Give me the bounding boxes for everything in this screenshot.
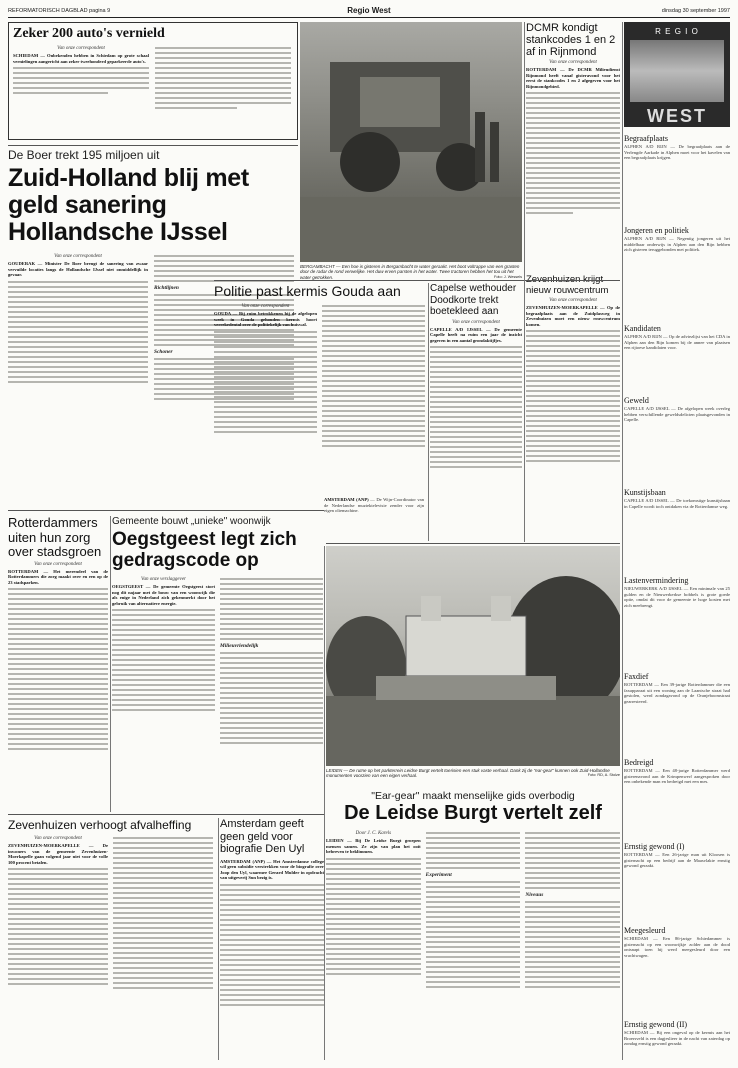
brief-text: ALPHEN A/D RIJN — Op de adviezlijst van het CDA in Alphen aan den Rijn komen bij de annee van plaatsen een rijtoese kandidaten voor. <box>624 334 730 351</box>
subhead-niveaus: Niveaus <box>525 892 544 898</box>
header-section: Regio West <box>347 6 391 15</box>
byline: Van onze correspondent <box>452 319 500 325</box>
brief-bedreigd <box>624 758 730 838</box>
lead-paragraph: LEIDEN — Bij De Leidse Burgt groepen mensen samen. Ze zijn van plan het ooit bebreven te beklimmen. <box>326 838 421 855</box>
brief-kandidaten <box>624 324 730 392</box>
subhead-schoner: Schoner <box>154 349 173 355</box>
sidebar-news-briefs <box>624 130 730 1060</box>
divider <box>214 280 620 281</box>
byline: Van onze verslaggever <box>141 577 186 582</box>
divider <box>218 818 219 1060</box>
divider <box>428 283 429 541</box>
logo-bottom: WEST <box>647 106 707 126</box>
brief-text: NIEUWERKERK A/D IJSSEL — Een minimale van 25 gulden en de Nieuwerkerkse bobbels is grote goede optie, omdat dit voor de gemeente te hoge kosten met zich meebrengt. <box>624 586 730 608</box>
caption-text: LEIDEN — De ruïne op het parkterrein Leidse Burgt vertelt toerisien een stuk vaste verhaal. Dank zij de "ear-gear" kunnen ook Zuid-Hollandse monumenten voorzien van een eigen verhaal. <box>326 768 610 779</box>
lead-paragraph: CAPELLE A/D IJSSEL — De gemeente Capelle heeft na ruim een jaar de inzicht gegeven in een aantal grondaktijfjes. <box>430 326 522 343</box>
brief-text: CAPELLE A/D IJSSEL — De toekomstige kunstijsbaan in Capelle wordt toch ontdaken via de Rotterdamse weg. <box>624 498 730 509</box>
brief-title: Kunstijsbaan <box>624 488 666 497</box>
subhead-experiment: Experiment <box>425 872 452 878</box>
brief-text: ROTTERDAM — Een 48-jarige Rotterdammer werd gisterenavond aan de Krimpenwerf aangesproken door een onbekende man en bedreigd met een mes. <box>624 768 730 785</box>
lead-paragraph: AMSTERDAM (ANP) — Het Amsterdamse college wil geen subsidie verstrekken voor de biografie over Joop den Uyl, waarmee Gerard Mulder in opdracht van uitgeverij Sun bezig is. <box>220 858 324 881</box>
brief-begraafplaats <box>624 134 730 222</box>
article-oegstgeest <box>112 516 324 812</box>
brief-text: De Wijn-Coordinator van de Nederlandse muziektelevisie zender voor zijn eigen oliemachine. <box>324 497 424 514</box>
byline: Van onze correspondent <box>54 254 102 259</box>
article-title: Zeker 200 auto's vernield <box>13 26 165 41</box>
brief-title: Jongeren en politiek <box>624 226 689 235</box>
article-capelse <box>430 283 522 545</box>
brief-lastenvermindering <box>624 576 730 668</box>
byline: Door J. C. Karels <box>355 831 392 836</box>
brief-title: Faxdief <box>624 672 649 681</box>
header-left: REFORMATORISCH DAGBLAD pagina 9 <box>8 8 111 14</box>
article-amsterdam-kort: AMSTERDAM (ANP) — De Wijn-Coordinator van de Nederlandse muziektelevisie zender voor zijn eigen oliemachine. <box>324 497 424 514</box>
lead-paragraph: ROTTERDAM — Het merendeel van de Rotterdammers die zorg maakt over en een op de 23 stadsparken. <box>8 568 108 585</box>
lead-paragraph: ZEVENHUIZEN-MOERKAPELLE — De inwoners van de gemeente Zevenhuizen-Moerkapelle gaan volgend jaar niet voor de volle 100 procent betalen. <box>8 843 108 865</box>
brief-ernstig-gewond-1 <box>624 842 730 922</box>
brief-meegesleurd <box>624 926 730 1016</box>
divider <box>524 22 525 542</box>
castle-image <box>326 546 620 766</box>
article-title: Politie past kermis Gouda aan <box>214 283 401 299</box>
logo-top: R E G I O <box>655 27 699 36</box>
byline: Van onze correspondent <box>549 298 597 303</box>
photo-bergambacht <box>300 22 522 262</box>
brief-text: ALPHEN A/D RIJN — De begraafplaats aan de Verlengde Aarkade in Alphen moet voor het kavelen van een begraafplaats krijgen. <box>624 144 730 161</box>
subhead-milieuvriendelijk: Milieuvriendelijk <box>220 643 259 649</box>
photo-caption-bergambacht <box>300 264 522 280</box>
caption-credit: Foto: RD, A. Stolze <box>587 773 620 778</box>
article-amsterdam-biografie <box>220 818 324 1060</box>
kicker: "Ear-gear" maakt menselijke gids overbodig <box>371 790 575 802</box>
divider <box>8 145 298 146</box>
brief-text: SCHIEDAM — Bij een ongeval op de kermis aan het Broersveld is een dagjeslieer in de nacht van zaterdag op zondag ernstig gewond geraakt. <box>624 1030 730 1047</box>
page-header <box>8 6 730 18</box>
article-kermis <box>214 283 426 495</box>
brief-title: Geweld <box>624 396 649 405</box>
lead-paragraph: SCHIEDAM — Onbekenden hebben in Schiedam op grote schaal vernielingen aangericht aan zeker tweehonderd geparkeerde auto's. <box>13 53 149 64</box>
article-zevenhuizen-rouwcentrum <box>526 274 620 536</box>
brief-title: Ernstig gewond (I) <box>624 842 685 851</box>
brief-kunstijsbaan <box>624 488 730 572</box>
byline: Van onze correspondent <box>57 46 105 51</box>
divider <box>110 516 111 812</box>
article-title: Amsterdam geeft geen geld voor biografie Den Uyl <box>220 818 305 855</box>
brief-title: Lastenvermindering <box>624 576 689 585</box>
brief-title: Begraafplaats <box>624 134 668 143</box>
brief-text: ROTTERDAM — Een 39-jarige Rotterdammer die een faxapparaat uit een woning aan de Laantsche straat had gestolen, werd zondagavond op de Oranjeboomstraat gearresteerd. <box>624 682 730 704</box>
divider <box>622 22 623 1060</box>
brief-text: ROTTERDAM — Een 26-jarige man uit Kloosen is gisternacht op een bedrijf aan de Maasvlakte ernstig gewond geraakt. <box>624 852 730 869</box>
article-title: nieuw rouwcentrum <box>526 285 609 296</box>
article-rotterdammers <box>8 516 108 812</box>
kicker: Gemeente bouwt „unieke" woonwijk <box>112 516 271 527</box>
divider <box>326 543 620 544</box>
article-title: Zevenhuizen verhoogt afvalheffing <box>8 818 192 832</box>
divider <box>8 814 324 815</box>
photo-leiden <box>326 546 620 766</box>
divider <box>8 510 324 511</box>
article-title: Zuid-Holland blij met geld sanering Hollandsche IJssel <box>8 164 249 246</box>
byline: Van onze correspondent <box>34 836 82 841</box>
article-dcmr <box>526 22 620 272</box>
byline: Van onze correspondent <box>549 60 597 65</box>
regio-west-logo <box>624 22 730 127</box>
dateline: AMSTERDAM (ANP) <box>324 497 369 502</box>
kicker: De Boer trekt 195 miljoen uit <box>8 148 160 162</box>
article-zevenhuizen-afval <box>8 818 218 1060</box>
brief-text: ALPHEN A/D RIJN — Negentig jongeren uit het middelbaar onderwijs in Alphen aan den Rijn hebben zich gisteren teruggebonden met politiek. <box>624 236 730 253</box>
brief-title: Kandidaten <box>624 324 661 333</box>
brief-title: Meegesleurd <box>624 926 666 935</box>
lead-paragraph: OEGSTGEEST — De gemeente Oegstgeest stort nog dit najaar met de bouw van een woonwijk die als enige in Nederland zich gekenmerkt door het gebruik van alternatieve energie. <box>112 584 215 606</box>
subhead-richtlijnen: Richtlijnen <box>154 285 179 291</box>
lead-paragraph: GOUDA — Bij ruim betrokkenen bij de afgelopen week in Gouda gehouden kermis hoort verrekedental over de politiekelijk van huiswal. <box>214 311 317 328</box>
brief-text: CAPELLE A/D IJSSEL — De afgelopen week overleg hebben verschillende geweldsdelicten plaatsgevonden in Capelle. <box>624 406 730 423</box>
brief-ernstig-gewond-2 <box>624 1020 730 1060</box>
article-title: De Leidse Burgt vertelt zelf <box>344 802 602 824</box>
article-title: Capelse wethouder Doodkorte trekt boetekleed aan <box>430 283 517 317</box>
brief-jongeren <box>624 226 730 320</box>
lead-paragraph: GOUDERAK — Minister De Boer brengt de sanering van zwaar vervuilde locaties langs de Hollandsche IJssel niet onmiddellijk in gevaar. <box>8 261 148 278</box>
brief-title: Bedreigd <box>624 758 654 767</box>
byline: Van onze correspondent <box>34 561 82 567</box>
article-title: Oegstgeest legt zich gedragscode op <box>112 529 297 571</box>
article-title: DCMR kondigt stankcodes 1 en 2 af in Rijnmond <box>526 22 616 58</box>
divider <box>324 546 325 1060</box>
brief-geweld <box>624 396 730 484</box>
tractor-image <box>300 22 522 262</box>
article-zeker200 <box>8 22 298 142</box>
brief-faxdief <box>624 672 730 754</box>
header-date: dinsdag 30 september 1997 <box>661 8 730 14</box>
byline: Van onze correspondent <box>241 304 290 309</box>
brief-text: SCHIEDAM — Een 86-jarige Schiedammer is gisternacht op een woonwijkje zolder aan de dood ontsnapt toen hij werd meegesleurd door een vrachtwagen. <box>624 936 730 958</box>
photo-caption-leiden <box>326 768 620 786</box>
brief-title: Ernstig gewond (II) <box>624 1020 688 1029</box>
caption-credit: Foto: J. Wessels <box>494 274 522 279</box>
article-leidse-burgt <box>326 790 620 1060</box>
caption-text: BERGAMBACHT — Een hoe is gisteren in Bergambacht te water geraakt. Het boot voltrappe van een grasten door de radar de rond verwelijke. Het duw erven parsten in het water. Twee tractoren hebben het tou uit het water getrokken. <box>300 264 520 280</box>
article-title: Rotterdammers uiten hun zorg over stadsgroen <box>8 516 102 559</box>
lead-paragraph: ROTTERDAM — De DCMR Milieudienst Rijnmond heeft vanaf gisteravond voor het eerst de stankcodes 1 en 2 afgegeven voor het Rijnmondgebied. <box>526 67 620 89</box>
lead-paragraph: ZEVENHUIZEN-MOERKAPELLE — Op de begraafplaats aan de Zuidplasweg in Zevenhuizen moet een nieuw rouwcentrum komen. <box>526 305 620 327</box>
